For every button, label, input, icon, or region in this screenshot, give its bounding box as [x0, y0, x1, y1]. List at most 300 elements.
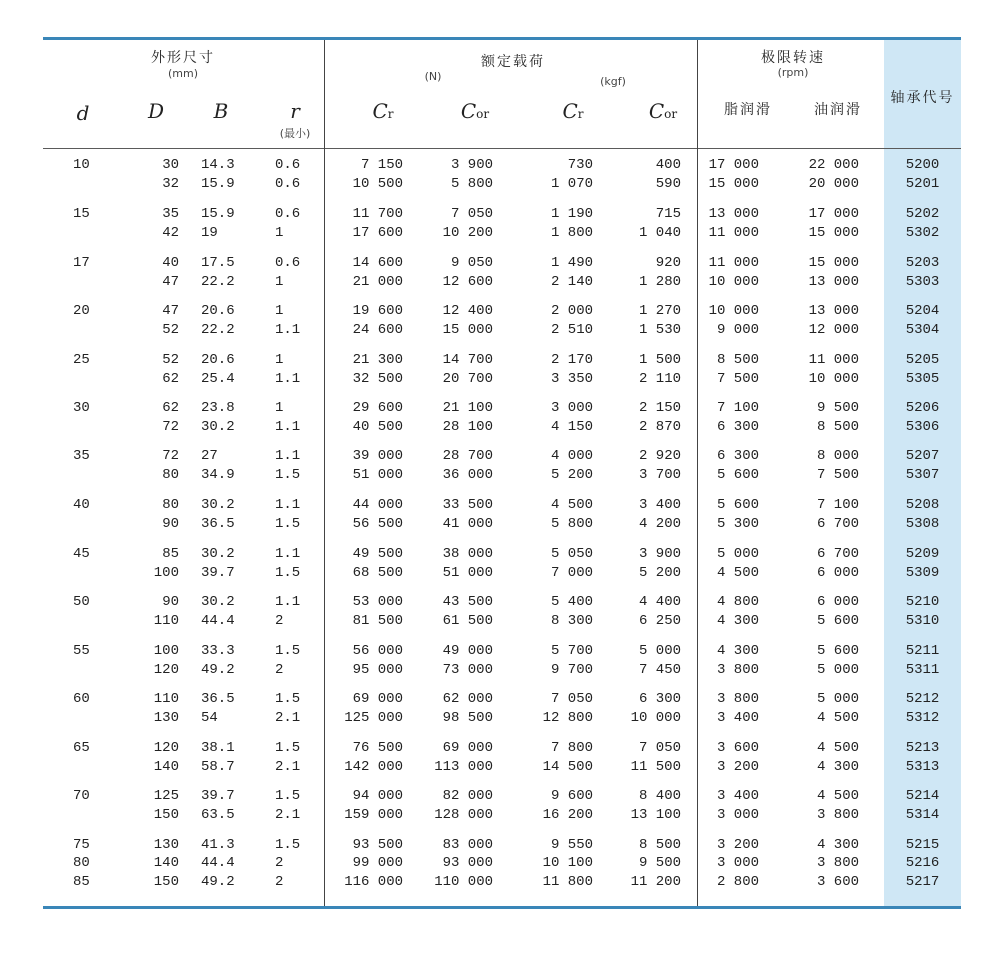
cell-D: 150: [153, 874, 179, 890]
cell-cor_n: 113 000: [434, 758, 493, 775]
cell-grease: 6 300: [716, 448, 759, 464]
cell-grease: 5 600: [716, 497, 759, 513]
cell-cr_kgf: 11 800: [542, 874, 593, 890]
cell-cor_n: 83 000: [442, 837, 493, 853]
cell-r: 1.5: [275, 788, 301, 804]
cell-cr_kgf: 9 600: [550, 788, 593, 804]
cell-grease: 4 300: [716, 643, 759, 659]
cell-r: 1.5: [275, 515, 301, 532]
cell-cr_kgf: 7 000: [550, 564, 593, 581]
cell-no: 5214: [905, 788, 940, 804]
cell-cr_kgf: 5 200: [550, 466, 593, 483]
cell-grease: 7 500: [716, 370, 759, 387]
cell-oil: 20 000: [808, 175, 859, 192]
cell-D: 100: [153, 564, 179, 581]
cell-oil: 5 600: [816, 612, 859, 629]
cell-oil: 13 000: [808, 273, 859, 290]
cell-D: 130: [153, 709, 179, 726]
cell-oil: 5 000: [816, 661, 859, 678]
cell-B: 20.6: [201, 352, 235, 368]
cell-cr_n: 68 500: [352, 564, 403, 581]
cell-cor_n: 5 800: [450, 175, 493, 192]
cell-cor_n: 9 050: [450, 255, 493, 271]
cell-no: 5309: [905, 564, 940, 581]
cell-D: 120: [153, 740, 179, 756]
cell-grease: 4 800: [716, 594, 759, 610]
col-outer-d-header: D: [147, 99, 165, 123]
load-unit-kgf: (kgf): [600, 75, 626, 88]
cell-B: 30.2: [201, 497, 235, 513]
cell-r: 1.5: [275, 643, 301, 659]
cell-no: 5203: [905, 255, 940, 271]
cell-cor_kgf: 13 100: [630, 806, 681, 823]
cell-B: 22.2: [201, 321, 235, 338]
cell-oil: 4 500: [816, 788, 859, 804]
cell-B: 49.2: [201, 661, 235, 678]
cell-r: 1: [275, 273, 284, 290]
cell-cr_n: 24 600: [352, 321, 403, 338]
cell-no: 5310: [905, 612, 940, 629]
cell-r: 1.5: [275, 691, 301, 707]
cell-cr_kgf: 5 400: [550, 594, 593, 610]
cell-cor_kgf: 590: [655, 175, 681, 192]
cell-cr_kgf: 1 190: [550, 206, 593, 222]
cell-oil: 6 700: [816, 515, 859, 532]
cell-r: 2: [275, 855, 284, 871]
cell-cor_n: 20 700: [442, 370, 493, 387]
cell-no: 5313: [905, 758, 940, 775]
cell-r: 2: [275, 874, 284, 890]
cell-oil: 12 000: [808, 321, 859, 338]
bore-diameter-cell: 25: [73, 352, 90, 368]
cell-oil: 15 000: [808, 255, 859, 271]
cell-grease: 11 000: [708, 224, 759, 241]
cell-B: 33.3: [201, 643, 235, 659]
cell-cr_n: 21 000: [352, 273, 403, 290]
column-divider-2: [697, 40, 698, 906]
cor-header-kgf: Cor: [648, 99, 678, 123]
cell-oil: 4 500: [816, 709, 859, 726]
bearing-number-header: 轴承代号: [890, 90, 955, 106]
cell-D: 80: [162, 497, 179, 513]
cell-B: 15.9: [201, 175, 235, 192]
cell-no: 5208: [905, 497, 940, 513]
cell-cr_kgf: 1 800: [550, 224, 593, 241]
cell-oil: 15 000: [808, 224, 859, 241]
cell-D: 62: [162, 370, 179, 387]
cell-r: 2: [275, 661, 284, 678]
cell-cor_n: 51 000: [442, 564, 493, 581]
cell-oil: 4 300: [816, 758, 859, 775]
cell-cor_kgf: 11 200: [630, 874, 681, 890]
cell-cor_kgf: 5 000: [638, 643, 681, 659]
cell-no: 5312: [905, 709, 940, 726]
cell-r: 1: [275, 352, 284, 368]
cell-no: 5303: [905, 273, 940, 290]
load-ratings-title: 额定载荷: [481, 54, 545, 70]
cell-cr_n: 76 500: [352, 740, 403, 756]
cor-header-n: Cor: [460, 99, 490, 123]
cell-B: 38.1: [201, 740, 235, 756]
cell-cor_n: 15 000: [442, 321, 493, 338]
cell-D: 40: [162, 255, 179, 271]
cell-oil: 10 000: [808, 370, 859, 387]
cell-r: 1.1: [275, 321, 301, 338]
cell-cr_kgf: 14 500: [542, 758, 593, 775]
cell-B: 22.2: [201, 273, 235, 290]
col-r-header: r: [290, 99, 300, 123]
cell-cr_kgf: 4 000: [550, 448, 593, 464]
cell-B: 14.3: [201, 157, 235, 173]
cell-cor_n: 21 100: [442, 400, 493, 416]
cell-cor_kgf: 3 700: [638, 466, 681, 483]
cell-oil: 8 500: [816, 418, 859, 435]
cell-cor_n: 43 500: [442, 594, 493, 610]
cell-no: 5207: [905, 448, 940, 464]
cell-cor_kgf: 2 870: [638, 418, 681, 435]
cell-B: 25.4: [201, 370, 235, 387]
bore-diameter-cell: 75: [73, 837, 90, 853]
cell-cor_n: 98 500: [442, 709, 493, 726]
header-divider: [43, 148, 961, 149]
cell-r: 1.1: [275, 497, 301, 513]
bore-diameter-cell: 35: [73, 448, 90, 464]
cell-D: 90: [162, 515, 179, 532]
cell-cr_kgf: 4 150: [550, 418, 593, 435]
cell-grease: 8 500: [716, 352, 759, 368]
cell-cr_kgf: 2 170: [550, 352, 593, 368]
cell-D: 62: [162, 400, 179, 416]
cell-cor_n: 28 700: [442, 448, 493, 464]
cell-grease: 10 000: [708, 273, 759, 290]
cell-grease: 3 800: [716, 661, 759, 678]
bore-diameter-cell: 60: [73, 691, 90, 707]
bore-diameter-cell: 85: [73, 874, 90, 890]
cell-r: 1.5: [275, 466, 301, 483]
cell-no: 5217: [905, 874, 940, 890]
cell-grease: 11 000: [708, 255, 759, 271]
cell-oil: 3 800: [816, 806, 859, 823]
cell-cor_n: 14 700: [442, 352, 493, 368]
cell-grease: 17 000: [708, 157, 759, 173]
cell-cr_kgf: 1 070: [550, 175, 593, 192]
cell-grease: 13 000: [708, 206, 759, 222]
bore-diameter-cell: 50: [73, 594, 90, 610]
cell-D: 100: [153, 643, 179, 659]
cell-cor_n: 62 000: [442, 691, 493, 707]
cell-cor_n: 36 000: [442, 466, 493, 483]
cell-D: 140: [153, 855, 179, 871]
cell-cor_n: 82 000: [442, 788, 493, 804]
cell-cor_kgf: 8 500: [638, 837, 681, 853]
cell-grease: 3 800: [716, 691, 759, 707]
cell-cr_kgf: 9 550: [550, 837, 593, 853]
cell-grease: 3 400: [716, 788, 759, 804]
top-rule: [43, 37, 961, 40]
cell-cor_n: 128 000: [434, 806, 493, 823]
cell-cr_kgf: 7 800: [550, 740, 593, 756]
bore-diameter-cell: 20: [73, 303, 90, 319]
cell-oil: 3 800: [816, 855, 859, 871]
cell-D: 47: [162, 273, 179, 290]
cell-cr_kgf: 5 700: [550, 643, 593, 659]
cell-grease: 10 000: [708, 303, 759, 319]
cell-cor_kgf: 1 040: [638, 224, 681, 241]
cell-D: 35: [162, 206, 179, 222]
cell-cor_kgf: 3 900: [638, 546, 681, 562]
cell-D: 52: [162, 352, 179, 368]
cell-B: 15.9: [201, 206, 235, 222]
cell-no: 5205: [905, 352, 940, 368]
cell-cr_n: 56 000: [352, 643, 403, 659]
cell-r: 2.1: [275, 758, 301, 775]
cell-cr_kgf: 1 490: [550, 255, 593, 271]
cell-grease: 4 300: [716, 612, 759, 629]
cell-cor_kgf: 8 400: [638, 788, 681, 804]
cell-B: 63.5: [201, 806, 235, 823]
cell-cr_n: 56 500: [352, 515, 403, 532]
cell-no: 5210: [905, 594, 940, 610]
cell-cr_n: 10 500: [352, 175, 403, 192]
cell-grease: 5 300: [716, 515, 759, 532]
cell-D: 125: [153, 788, 179, 804]
cell-cr_n: 39 000: [352, 448, 403, 464]
cell-cr_n: 81 500: [352, 612, 403, 629]
cell-oil: 6 700: [816, 546, 859, 562]
cell-B: 44.4: [201, 612, 235, 629]
cell-r: 0.6: [275, 255, 301, 271]
cell-cr_n: 19 600: [352, 303, 403, 319]
cell-no: 5209: [905, 546, 940, 562]
cell-cr_n: 94 000: [352, 788, 403, 804]
cell-cr_n: 51 000: [352, 466, 403, 483]
cell-B: 39.7: [201, 788, 235, 804]
bottom-rule: [43, 906, 961, 909]
cell-cr_n: 7 150: [360, 157, 403, 173]
cell-B: 36.5: [201, 691, 235, 707]
cell-B: 36.5: [201, 515, 235, 532]
cell-cr_n: 69 000: [352, 691, 403, 707]
cell-no: 5201: [905, 175, 940, 192]
bore-diameter-cell: 17: [73, 255, 90, 271]
col-r-note: (最小): [279, 127, 311, 140]
cell-D: 150: [153, 806, 179, 823]
cell-B: 27: [201, 448, 218, 464]
cell-D: 90: [162, 594, 179, 610]
bore-diameter-cell: 45: [73, 546, 90, 562]
cell-oil: 3 600: [816, 874, 859, 890]
bore-diameter-cell: 40: [73, 497, 90, 513]
cell-no: 5311: [905, 661, 940, 678]
cell-grease: 3 200: [716, 758, 759, 775]
cell-oil: 13 000: [808, 303, 859, 319]
cell-no: 5200: [905, 157, 940, 173]
cell-cor_kgf: 2 920: [638, 448, 681, 464]
cell-cr_kgf: 3 350: [550, 370, 593, 387]
cell-r: 1.5: [275, 837, 301, 853]
cell-cor_n: 28 100: [442, 418, 493, 435]
cell-cor_kgf: 10 000: [630, 709, 681, 726]
cell-D: 120: [153, 661, 179, 678]
cell-cor_n: 41 000: [442, 515, 493, 532]
cell-grease: 9 000: [716, 321, 759, 338]
cell-oil: 17 000: [808, 206, 859, 222]
cell-cor_n: 12 600: [442, 273, 493, 290]
cell-grease: 5 600: [716, 466, 759, 483]
col-d-header: d: [76, 101, 90, 125]
cell-cor_kgf: 4 200: [638, 515, 681, 532]
cell-no: 5314: [905, 806, 940, 823]
cell-cr_kgf: 5 800: [550, 515, 593, 532]
cell-cor_kgf: 715: [655, 206, 681, 222]
cell-B: 39.7: [201, 564, 235, 581]
cell-cr_n: 95 000: [352, 661, 403, 678]
cell-oil: 11 000: [808, 352, 859, 368]
cell-oil: 9 500: [816, 400, 859, 416]
cell-r: 1: [275, 224, 284, 241]
cell-B: 34.9: [201, 466, 235, 483]
cell-D: 52: [162, 321, 179, 338]
cell-r: 1.1: [275, 418, 301, 435]
cell-cr_n: 125 000: [344, 709, 403, 726]
cell-B: 54: [201, 709, 218, 726]
cell-cor_n: 38 000: [442, 546, 493, 562]
cell-cr_n: 159 000: [344, 806, 403, 823]
cell-cr_n: 21 300: [352, 352, 403, 368]
oil-header: 油润滑: [814, 102, 862, 118]
cell-no: 5213: [905, 740, 940, 756]
cell-cor_kgf: 9 500: [638, 855, 681, 871]
cell-oil: 4 500: [816, 740, 859, 756]
cell-B: 23.8: [201, 400, 235, 416]
cell-r: 1.1: [275, 594, 301, 610]
cell-cor_n: 10 200: [442, 224, 493, 241]
cell-oil: 5 000: [816, 691, 859, 707]
cell-cor_n: 12 400: [442, 303, 493, 319]
cell-cor_kgf: 920: [655, 255, 681, 271]
cr-header-kgf: Cr: [562, 99, 584, 123]
cell-cr_kgf: 2 510: [550, 321, 593, 338]
cell-cr_kgf: 7 050: [550, 691, 593, 707]
cell-no: 5202: [905, 206, 940, 222]
cell-r: 0.6: [275, 206, 301, 222]
cell-cr_n: 17 600: [352, 224, 403, 241]
bearing-spec-table: [43, 37, 961, 909]
cell-r: 0.6: [275, 157, 301, 173]
cell-oil: 8 000: [816, 448, 859, 464]
cell-grease: 3 200: [716, 837, 759, 853]
cell-B: 44.4: [201, 855, 235, 871]
bore-diameter-cell: 55: [73, 643, 90, 659]
cell-r: 1.5: [275, 740, 301, 756]
cell-cr_kgf: 730: [567, 157, 593, 173]
cell-oil: 4 300: [816, 837, 859, 853]
cell-cr_n: 49 500: [352, 546, 403, 562]
cell-B: 41.3: [201, 837, 235, 853]
cell-no: 5216: [905, 855, 940, 871]
cell-cr_n: 142 000: [344, 758, 403, 775]
cell-grease: 2 800: [716, 874, 759, 890]
cell-r: 2.1: [275, 806, 301, 823]
cell-B: 17.5: [201, 255, 235, 271]
cell-B: 30.2: [201, 546, 235, 562]
cell-oil: 5 600: [816, 643, 859, 659]
cell-D: 80: [162, 466, 179, 483]
cell-cr_kgf: 12 800: [542, 709, 593, 726]
cell-grease: 15 000: [708, 175, 759, 192]
cell-D: 47: [162, 303, 179, 319]
cell-grease: 4 500: [716, 564, 759, 581]
cell-cor_kgf: 7 050: [638, 740, 681, 756]
bore-diameter-cell: 70: [73, 788, 90, 804]
cell-D: 140: [153, 758, 179, 775]
cell-no: 5302: [905, 224, 940, 241]
cell-no: 5211: [905, 643, 940, 659]
cell-D: 72: [162, 418, 179, 435]
cell-B: 49.2: [201, 874, 235, 890]
cell-D: 32: [162, 175, 179, 192]
cell-cr_n: 14 600: [352, 255, 403, 271]
dimensions-title: 外形尺寸: [151, 50, 215, 66]
grease-header: 脂润滑: [724, 102, 772, 118]
cell-cor_kgf: 1 270: [638, 303, 681, 319]
cell-grease: 3 000: [716, 855, 759, 871]
cell-cor_kgf: 1 280: [638, 273, 681, 290]
cell-cor_n: 69 000: [442, 740, 493, 756]
cell-cr_kgf: 10 100: [542, 855, 593, 871]
cell-cor_kgf: 7 450: [638, 661, 681, 678]
cell-no: 5212: [905, 691, 940, 707]
bore-diameter-cell: 30: [73, 400, 90, 416]
speed-title: 极限转速: [761, 50, 825, 66]
cell-cr_n: 44 000: [352, 497, 403, 513]
cell-B: 30.2: [201, 418, 235, 435]
cell-cr_n: 53 000: [352, 594, 403, 610]
cell-grease: 3 000: [716, 806, 759, 823]
cell-no: 5204: [905, 303, 940, 319]
cell-r: 1: [275, 303, 284, 319]
cell-D: 30: [162, 157, 179, 173]
cell-no: 5206: [905, 400, 940, 416]
cell-oil: 6 000: [816, 564, 859, 581]
load-unit-n: (N): [424, 70, 442, 83]
cell-cor_n: 93 000: [442, 855, 493, 871]
cell-B: 19: [201, 224, 218, 241]
cell-cor_kgf: 2 150: [638, 400, 681, 416]
cell-cor_kgf: 1 530: [638, 321, 681, 338]
cell-cr_kgf: 5 050: [550, 546, 593, 562]
cell-cr_kgf: 9 700: [550, 661, 593, 678]
cell-D: 110: [153, 691, 179, 707]
cell-r: 0.6: [275, 175, 301, 192]
cell-D: 110: [153, 612, 179, 629]
cell-cr_kgf: 2 140: [550, 273, 593, 290]
cell-D: 72: [162, 448, 179, 464]
cell-cor_kgf: 2 110: [638, 370, 681, 387]
cell-cr_n: 93 500: [352, 837, 403, 853]
cell-r: 1.5: [275, 564, 301, 581]
cell-no: 5306: [905, 418, 940, 435]
cell-no: 5304: [905, 321, 940, 338]
col-b-header: B: [213, 99, 229, 123]
cell-grease: 3 600: [716, 740, 759, 756]
cell-cor_kgf: 3 400: [638, 497, 681, 513]
cell-r: 1.1: [275, 370, 301, 387]
cell-cor_kgf: 1 500: [638, 352, 681, 368]
cell-cr_n: 99 000: [352, 855, 403, 871]
bore-diameter-cell: 10: [73, 157, 90, 173]
cell-cr_kgf: 3 000: [550, 400, 593, 416]
